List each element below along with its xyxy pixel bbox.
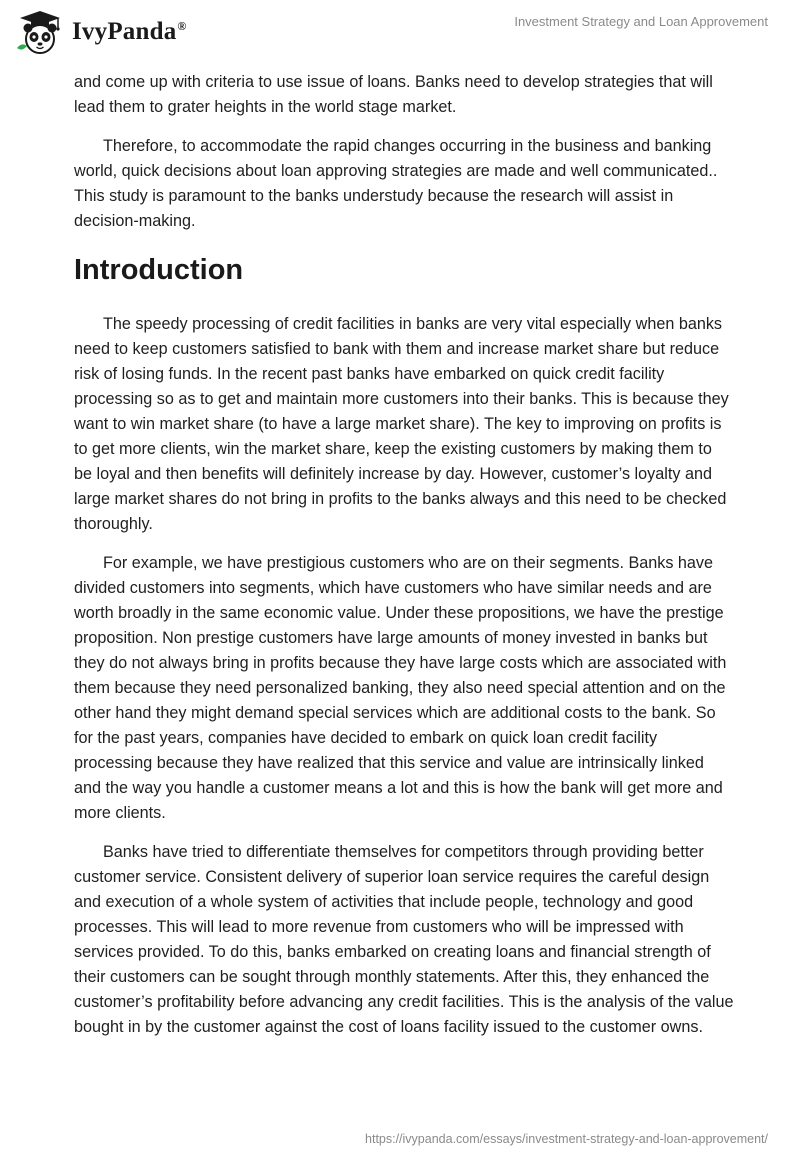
paragraph-3: The speedy processing of credit facilities in banks are very vital especially when banks need to keep customers satisfied to bank with them and increase market share but reduce risk of losing funds. In the recent past banks have embarked on quick credit facility processing so as to get and maintain more customers into their banks. This is because they want to win market share (to have a large market share). The key to improving on profits is to get more clients, win the market share, keep the existing customers by making them to be loyal and then benefits will definitely increase by day. However, customer’s loyalty and large market shares do not bring in profits to the banks always and this need to be checked thoroughly.: [74, 315, 729, 533]
brand-logo[interactable]: [14, 8, 187, 56]
page-header: [0, 0, 800, 64]
section-heading-introduction: Introduction: [74, 254, 244, 286]
registered-mark: ®: [177, 18, 187, 33]
essay-body: [74, 70, 734, 1054]
paragraph-4: For example, we have prestigious customers who are on their segments. Banks have divided customers into segments, which have customers who have similar needs and are worth broadly in the same economic value. Under these propositions, we have the prestige proposition. Non prestige customers have large amounts of money invested in banks but they do not always bring in profits because they have large costs which are associated with them because they need personalized banking, they also need special attention and on the other hand they might demand special services which are additional costs to the bank. So for the past years, companies have decided to embark on quick loan credit facility processing because they have realized that this service and value are intrinsically linked and the way you handle a customer means a lot and this is how the bank will get more and more clients.: [74, 554, 727, 822]
paragraph-5: Banks have tried to differentiate themselves for competitors through providing better customer service. Consistent delivery of superior loan service requires the careful design and execution of a whole system of activities that include people, technology and good processes. This will lead to more revenue from customers who will be impressed with services provided. To do this, banks embarked on creating loans and financial strength of their customers can be sought through monthly statements. After this, they enhanced the customer’s profitability before advancing any credit facilities. This is the analysis of the value bought in by the customer against the cost of loans facility issued to the customer owns.: [74, 843, 734, 1036]
source-url-link[interactable]: https://ivypanda.com/essays/investment-strategy-and-loan-approvement/: [365, 1132, 768, 1146]
brand-name: IvyPanda®: [72, 18, 187, 45]
paragraph-2: Therefore, to accommodate the rapid changes occurring in the business and banking world, quick decisions about loan approving strategies are made and well communicated.. This study is paramount to the banks understudy because the research will assist in decision-making.: [74, 137, 718, 230]
paragraph-1: and come up with criteria to use issue of loans. Banks need to develop strategies that will lead them to grater heights in the world stage market.: [74, 73, 713, 116]
document-title: Investment Strategy and Loan Approvement: [514, 14, 768, 29]
panda-logo-icon: [14, 8, 66, 56]
